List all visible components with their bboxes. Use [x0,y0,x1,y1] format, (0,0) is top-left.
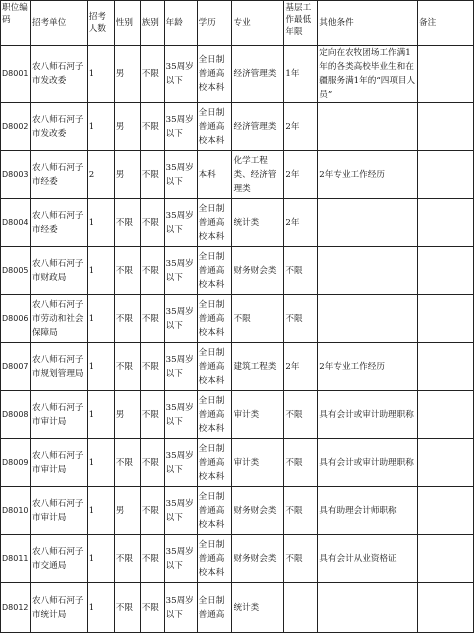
cell-unit: 农八师石河子市规划管理局 [30,343,87,391]
cell-major: 财务财会类 [232,247,284,295]
cell-other [318,199,418,247]
table-row [1,487,474,535]
cell-years: 不限 [284,295,318,343]
cell-major: 经济管理类 [232,46,284,103]
cell-note [418,46,474,103]
cell-count: 1 [87,343,114,391]
cell-count: 1 [87,46,114,103]
cell-gender: 不限 [114,535,140,583]
cell-unit: 农八师石河子市劳动和社会保障局 [30,295,87,343]
cell-ethnicity: 不限 [140,487,164,535]
cell-age: 35周岁以下 [164,295,197,343]
cell-ethnicity: 不限 [140,343,164,391]
cell-note [418,247,474,295]
cell-gender: 不限 [114,199,140,247]
cell-education: 全日制普通高校本科 [197,343,232,391]
table-row [1,343,474,391]
cell-other [318,583,418,633]
cell-count: 1 [87,103,114,151]
cell-ethnicity: 不限 [140,391,164,439]
cell-years: 不限 [284,391,318,439]
header-other: 其他条件 [318,1,418,46]
cell-age: 35周岁以下 [164,487,197,535]
cell-gender: 男 [114,46,140,103]
cell-other: 定向在农牧团场工作满1年的各类高校毕业生和在疆服务满1年的“四项目人员” [318,46,418,103]
cell-years: 2年 [284,103,318,151]
cell-gender: 男 [114,487,140,535]
cell-note [418,487,474,535]
cell-age: 35周岁以下 [164,391,197,439]
cell-other [318,247,418,295]
cell-note [418,295,474,343]
header-code: 职位编码 [1,1,31,46]
cell-note [418,535,474,583]
cell-gender: 不限 [114,343,140,391]
cell-major: 经济管理类 [232,103,284,151]
cell-major: 审计类 [232,439,284,487]
cell-years: 2年 [284,199,318,247]
header-ethnicity: 族别 [140,1,164,46]
cell-years: 不限 [284,535,318,583]
cell-major: 财务财会类 [232,487,284,535]
cell-unit: 农八师石河子市财政局 [30,247,87,295]
cell-code: D8012 [1,583,31,633]
cell-code: D8010 [1,487,31,535]
cell-major: 统计类 [232,199,284,247]
header-age: 年龄 [164,1,197,46]
cell-ethnicity: 不限 [140,103,164,151]
table-row [1,391,474,439]
cell-major: 统计类 [232,583,284,633]
header-note: 备注 [418,1,474,46]
cell-years: 不限 [284,439,318,487]
cell-ethnicity: 不限 [140,46,164,103]
cell-other: 具有会计或审计助理职称 [318,391,418,439]
cell-age: 35周岁以下 [164,247,197,295]
cell-ethnicity: 不限 [140,439,164,487]
cell-count: 1 [87,391,114,439]
cell-note [418,583,474,633]
cell-ethnicity: 不限 [140,247,164,295]
cell-major: 审计类 [232,391,284,439]
cell-education: 全日制普通高校本科 [197,103,232,151]
cell-count: 1 [87,487,114,535]
cell-gender: 不限 [114,439,140,487]
cell-gender: 不限 [114,295,140,343]
table-row [1,439,474,487]
cell-note [418,151,474,199]
cell-count: 1 [87,535,114,583]
cell-count: 1 [87,247,114,295]
cell-age: 35周岁以下 [164,535,197,583]
cell-years: 2年 [284,151,318,199]
cell-count: 1 [87,439,114,487]
cell-ethnicity: 不限 [140,295,164,343]
cell-age: 35周岁以下 [164,583,197,633]
cell-code: D8008 [1,391,31,439]
cell-ethnicity: 不限 [140,151,164,199]
table-row [1,535,474,583]
table-row [1,103,474,151]
cell-other: 具有会计从业资格证 [318,535,418,583]
cell-ethnicity: 不限 [140,199,164,247]
cell-age: 35周岁以下 [164,199,197,247]
cell-gender: 男 [114,103,140,151]
cell-code: D8001 [1,46,31,103]
cell-ethnicity: 不限 [140,535,164,583]
cell-gender: 男 [114,391,140,439]
cell-years: 不限 [284,247,318,295]
cell-unit: 农八师石河子市发改委 [30,46,87,103]
cell-other: 2年专业工作经历 [318,151,418,199]
header-gender: 性别 [114,1,140,46]
cell-education: 全日制普通高校本科 [197,295,232,343]
table-row [1,295,474,343]
table-row [1,199,474,247]
cell-education: 全日制普通高 [197,583,232,633]
cell-count: 2 [87,151,114,199]
cell-code: D8006 [1,295,31,343]
table-row [1,583,474,633]
cell-education: 全日制普通高校本科 [197,391,232,439]
cell-count: 1 [87,583,114,633]
cell-major: 财务财会类 [232,535,284,583]
cell-education: 全日制普通高校本科 [197,46,232,103]
cell-unit: 农八师石河子市审计局 [30,439,87,487]
header-unit: 招考单位 [30,1,87,46]
cell-code: D8004 [1,199,31,247]
cell-other [318,103,418,151]
cell-code: D8011 [1,535,31,583]
cell-years [284,583,318,633]
table-row [1,247,474,295]
cell-years: 2年 [284,343,318,391]
cell-code: D8007 [1,343,31,391]
cell-ethnicity: 不限 [140,583,164,633]
cell-major: 化学工程类、经济管理类 [232,151,284,199]
cell-education: 全日制普通高校本科 [197,487,232,535]
cell-other [318,295,418,343]
cell-note [418,103,474,151]
cell-code: D8005 [1,247,31,295]
cell-count: 1 [87,295,114,343]
cell-education: 全日制普通高校本科 [197,247,232,295]
cell-other: 2年专业工作经历 [318,343,418,391]
cell-years: 1年 [284,46,318,103]
cell-education: 全日制普通高校本科 [197,199,232,247]
cell-major: 建筑工程类 [232,343,284,391]
cell-unit: 农八师石河子市审计局 [30,487,87,535]
cell-age: 35周岁以下 [164,151,197,199]
cell-other: 具有会计或审计助理职称 [318,439,418,487]
cell-code: D8003 [1,151,31,199]
cell-other: 具有助理会计师职称 [318,487,418,535]
cell-count: 1 [87,199,114,247]
header-education: 学历 [197,1,232,46]
cell-code: D8002 [1,103,31,151]
cell-age: 35周岁以下 [164,103,197,151]
cell-age: 35周岁以下 [164,46,197,103]
header-count: 招考人数 [87,1,114,46]
cell-unit: 农八师石河子市经委 [30,151,87,199]
cell-note [418,199,474,247]
cell-unit: 农八师石河子市审计局 [30,391,87,439]
table-row [1,151,474,199]
cell-gender: 不限 [114,583,140,633]
header-years: 基层工作最低年限 [284,1,318,46]
cell-education: 本科 [197,151,232,199]
cell-unit: 农八师石河子市发改委 [30,103,87,151]
cell-age: 35周岁以下 [164,439,197,487]
cell-age: 35周岁以下 [164,343,197,391]
header-row [1,1,474,46]
cell-note [418,343,474,391]
table-row [1,46,474,103]
cell-education: 全日制普通高校本科 [197,535,232,583]
cell-major: 不限 [232,295,284,343]
cell-years: 不限 [284,487,318,535]
cell-code: D8009 [1,439,31,487]
cell-unit: 农八师石河子市经委 [30,199,87,247]
cell-note [418,439,474,487]
cell-education: 全日制普通高校本科 [197,439,232,487]
cell-gender: 男 [114,151,140,199]
cell-note [418,391,474,439]
cell-gender: 不限 [114,247,140,295]
cell-unit: 农八师石河子市统计局 [30,583,87,633]
cell-unit: 农八师石河子市交通局 [30,535,87,583]
header-major: 专业 [232,1,284,46]
